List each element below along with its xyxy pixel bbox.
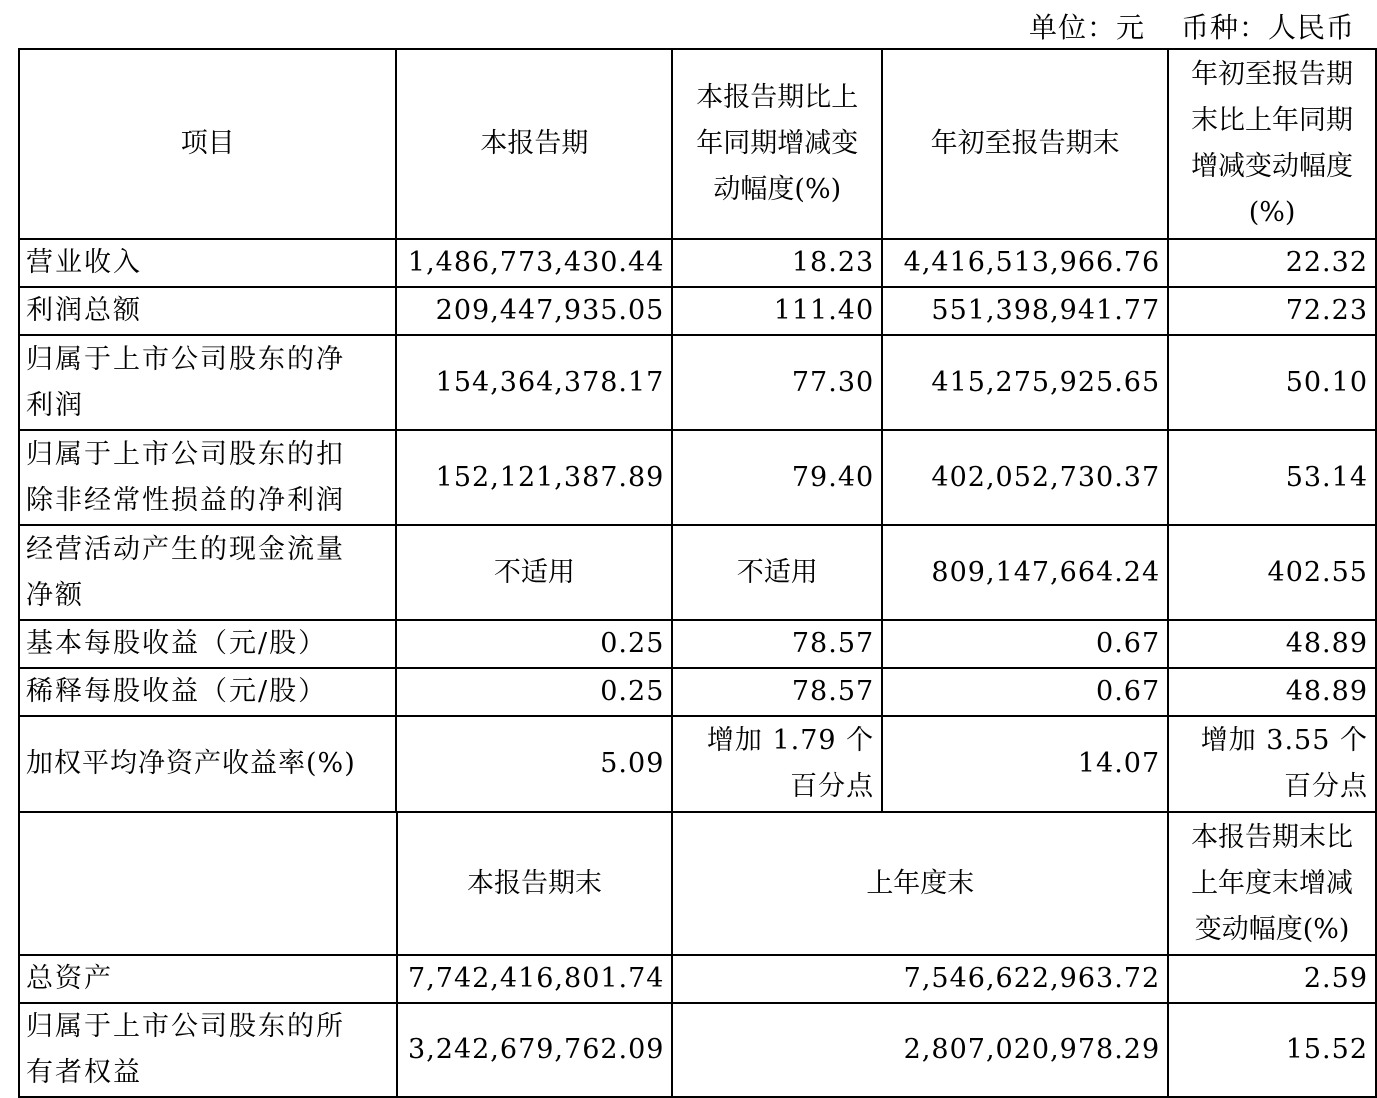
row-label: 总资产 <box>19 955 397 1003</box>
cell-ytd-yoy: 22.32 <box>1168 239 1376 287</box>
cell-ytd-yoy: 48.89 <box>1168 668 1376 716</box>
row-label: 归属于上市公司股东的净 利润 <box>19 335 396 430</box>
cell-current: 5.09 <box>396 716 672 812</box>
currency-label: 币种：人民币 <box>1180 11 1355 44</box>
header-current-period: 本报告期 <box>396 49 672 239</box>
cell-current: 0.25 <box>396 668 672 716</box>
cell-prior-year-end: 7,546,622,963.72 <box>672 955 1168 1003</box>
header-item: 项目 <box>19 49 396 239</box>
balance-sheet-table <box>18 811 1377 1098</box>
cell-ytd-yoy: 72.23 <box>1168 287 1376 335</box>
cell-prior-year-end: 2,807,020,978.29 <box>672 1003 1168 1097</box>
cell-yoy: 77.30 <box>672 335 882 430</box>
row-label: 归属于上市公司股东的所 有者权益 <box>19 1003 397 1097</box>
key-financial-data-table <box>18 48 1377 813</box>
cell-yoy: 79.40 <box>672 430 882 525</box>
cell-ytd-yoy: 50.10 <box>1168 335 1376 430</box>
cell-ytd-yoy: 增加 3.55 个 百分点 <box>1168 716 1376 812</box>
cell-ytd-yoy: 53.14 <box>1168 430 1376 525</box>
cell-ytd: 14.07 <box>882 716 1168 812</box>
cell-yoy: 78.57 <box>672 668 882 716</box>
row-label: 加权平均净资产收益率(%) <box>19 716 396 812</box>
cell-change: 2.59 <box>1168 955 1376 1003</box>
table-row <box>19 287 1376 335</box>
cell-current: 152,121,387.89 <box>396 430 672 525</box>
header-ytd-yoy-change: 年初至报告期 末比上年同期 增减变动幅度 (%) <box>1168 49 1376 239</box>
cell-current: 0.25 <box>396 620 672 668</box>
cell-yoy: 18.23 <box>672 239 882 287</box>
cell-change: 15.52 <box>1168 1003 1376 1097</box>
table-row <box>19 335 1376 430</box>
table-row <box>19 239 1376 287</box>
header-prior-year-end: 上年度末 <box>672 812 1168 955</box>
cell-ytd: 4,416,513,966.76 <box>882 239 1168 287</box>
unit-currency-line <box>1029 6 1355 46</box>
table-row <box>19 1003 1376 1097</box>
header-period-end: 本报告期末 <box>397 812 673 955</box>
cell-ytd-yoy: 48.89 <box>1168 620 1376 668</box>
cell-current: 209,447,935.05 <box>396 287 672 335</box>
row-label: 经营活动产生的现金流量 净额 <box>19 525 396 620</box>
table-row <box>19 525 1376 620</box>
cell-ytd: 809,147,664.24 <box>882 525 1168 620</box>
cell-ytd: 0.67 <box>882 620 1168 668</box>
header-item <box>19 812 397 955</box>
header-row <box>19 49 1376 239</box>
cell-period-end: 7,742,416,801.74 <box>397 955 673 1003</box>
cell-ytd: 402,052,730.37 <box>882 430 1168 525</box>
cell-ytd: 551,398,941.77 <box>882 287 1168 335</box>
cell-yoy: 增加 1.79 个 百分点 <box>672 716 882 812</box>
header-row <box>19 812 1376 955</box>
cell-yoy: 111.40 <box>672 287 882 335</box>
row-label: 利润总额 <box>19 287 396 335</box>
cell-yoy: 不适用 <box>672 525 882 620</box>
cell-current: 不适用 <box>396 525 672 620</box>
header-ytd: 年初至报告期末 <box>882 49 1168 239</box>
row-label: 基本每股收益（元/股） <box>19 620 396 668</box>
row-label: 归属于上市公司股东的扣 除非经常性损益的净利润 <box>19 430 396 525</box>
table-row <box>19 955 1376 1003</box>
table-row <box>19 716 1376 812</box>
cell-current: 154,364,378.17 <box>396 335 672 430</box>
row-label: 营业收入 <box>19 239 396 287</box>
cell-ytd: 415,275,925.65 <box>882 335 1168 430</box>
table-row <box>19 430 1376 525</box>
cell-yoy: 78.57 <box>672 620 882 668</box>
cell-ytd-yoy: 402.55 <box>1168 525 1376 620</box>
unit-label: 单位：元 <box>1028 11 1145 44</box>
table-row <box>19 668 1376 716</box>
cell-period-end: 3,242,679,762.09 <box>397 1003 673 1097</box>
cell-current: 1,486,773,430.44 <box>396 239 672 287</box>
header-current-yoy-change: 本报告期比上 年同期增减变 动幅度(%) <box>672 49 882 239</box>
header-change: 本报告期末比 上年度末增减 变动幅度(%) <box>1168 812 1376 955</box>
cell-ytd: 0.67 <box>882 668 1168 716</box>
table-row <box>19 620 1376 668</box>
row-label: 稀释每股收益（元/股） <box>19 668 396 716</box>
